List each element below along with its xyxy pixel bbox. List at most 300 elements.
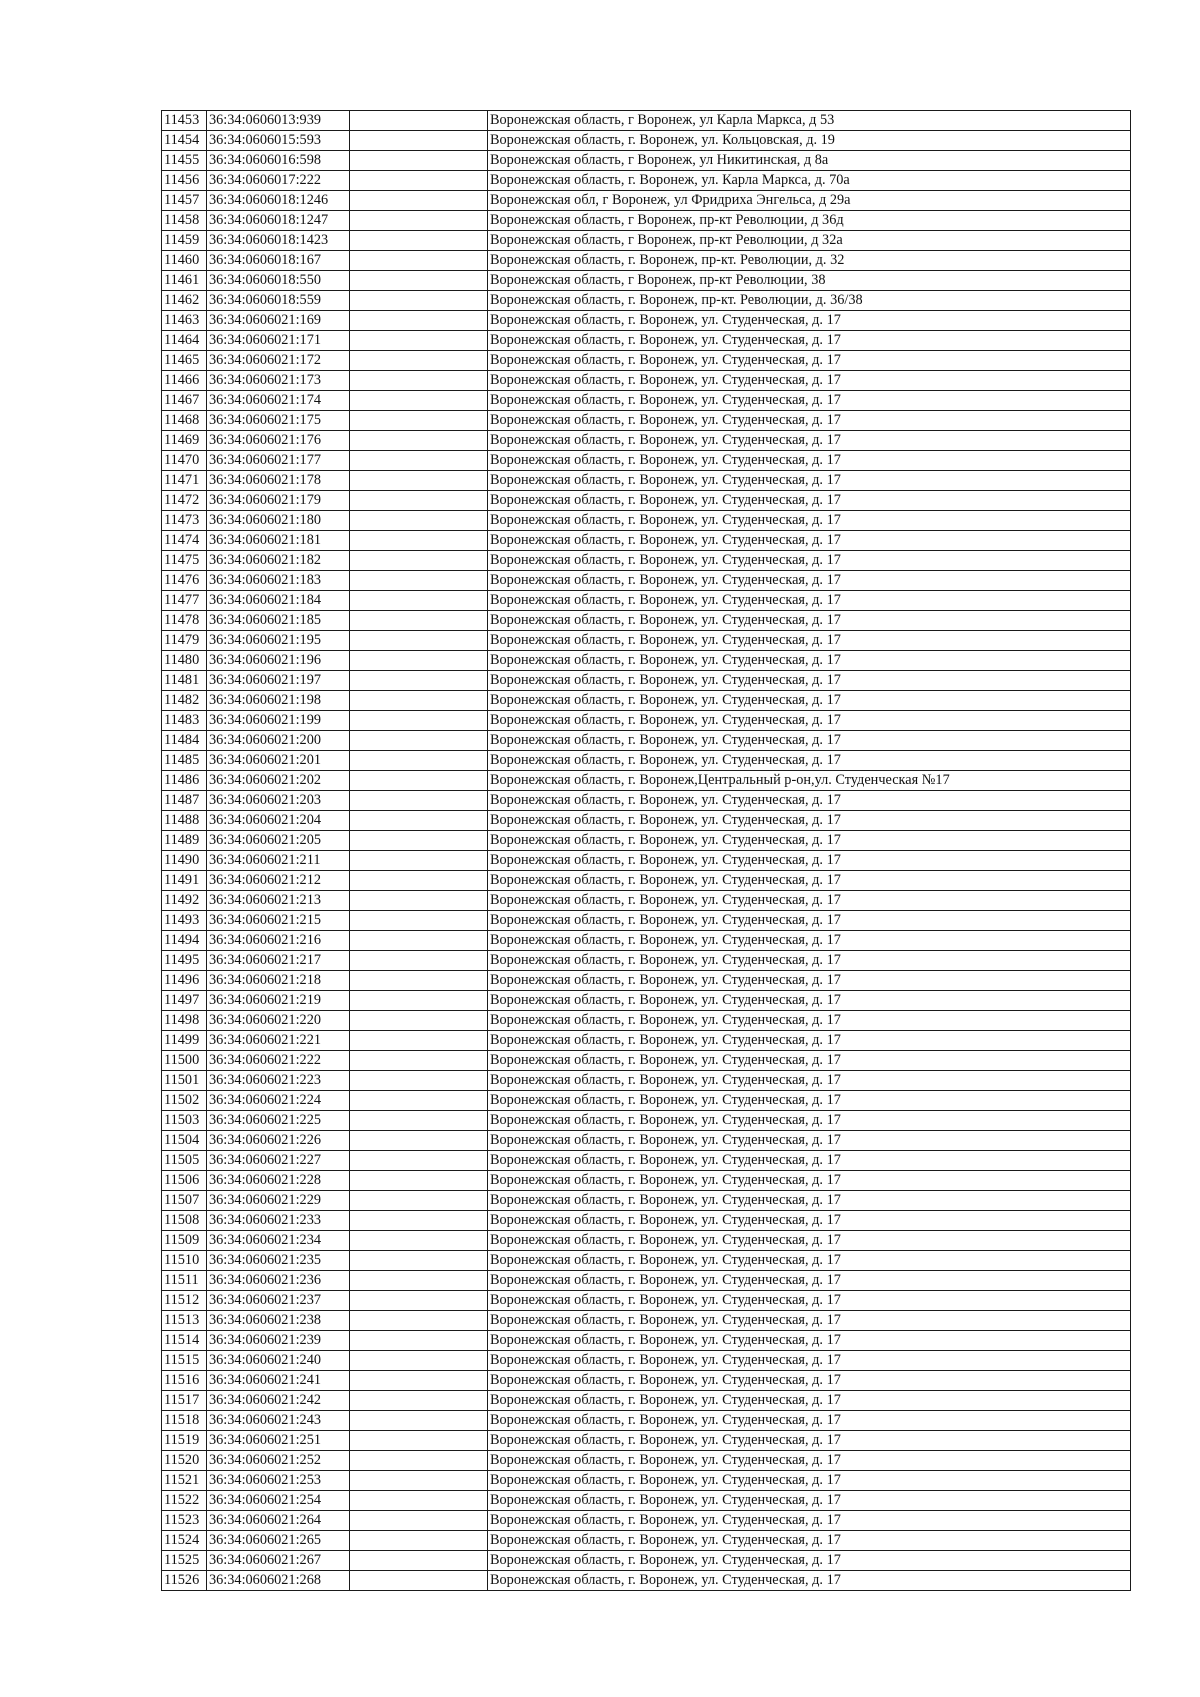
cadastral-number-cell: 36:34:0606021:195 (207, 631, 350, 651)
row-number-cell: 11492 (162, 891, 207, 911)
table-row (162, 1471, 1131, 1491)
address-cell: Воронежская область, г. Воронеж, ул. Студенческая, д. 17 (488, 351, 1131, 371)
address-cell: Воронежская область, г. Воронеж, ул. Студенческая, д. 17 (488, 1511, 1131, 1531)
address-cell: Воронежская область, г. Воронеж, ул. Студенческая, д. 17 (488, 1391, 1131, 1411)
row-number-cell: 11488 (162, 811, 207, 831)
address-cell: Воронежская область, г. Воронеж, ул. Студенческая, д. 17 (488, 491, 1131, 511)
empty-cell (350, 811, 488, 831)
table-row (162, 331, 1131, 351)
table-row (162, 491, 1131, 511)
row-number-cell: 11476 (162, 571, 207, 591)
row-number-cell: 11466 (162, 371, 207, 391)
cadastral-registry-table (161, 110, 1131, 1591)
address-cell: Воронежская область, г. Воронеж, ул. Студенческая, д. 17 (488, 431, 1131, 451)
empty-cell (350, 971, 488, 991)
cadastral-number-cell: 36:34:0606021:239 (207, 1331, 350, 1351)
cadastral-number-cell: 36:34:0606021:235 (207, 1251, 350, 1271)
empty-cell (350, 491, 488, 511)
row-number-cell: 11457 (162, 191, 207, 211)
address-cell: Воронежская область, г. Воронеж, ул. Студенческая, д. 17 (488, 1431, 1131, 1451)
row-number-cell: 11494 (162, 931, 207, 951)
address-cell: Воронежская область, г. Воронеж, ул. Студенческая, д. 17 (488, 631, 1131, 651)
address-cell: Воронежская область, г Воронеж, пр-кт Революции, д 36д (488, 211, 1131, 231)
cadastral-number-cell: 36:34:0606021:228 (207, 1171, 350, 1191)
cadastral-number-cell: 36:34:0606021:222 (207, 1051, 350, 1071)
row-number-cell: 11483 (162, 711, 207, 731)
table-row (162, 271, 1131, 291)
row-number-cell: 11510 (162, 1251, 207, 1271)
row-number-cell: 11456 (162, 171, 207, 191)
address-cell: Воронежская область, г. Воронеж, ул. Студенческая, д. 17 (488, 1131, 1131, 1151)
cadastral-number-cell: 36:34:0606021:212 (207, 871, 350, 891)
cadastral-number-cell: 36:34:0606021:240 (207, 1351, 350, 1371)
table-row (162, 1311, 1131, 1331)
row-number-cell: 11506 (162, 1171, 207, 1191)
address-cell: Воронежская область, г. Воронеж, ул. Студенческая, д. 17 (488, 331, 1131, 351)
address-cell: Воронежская область, г. Воронеж, ул. Студенческая, д. 17 (488, 711, 1131, 731)
empty-cell (350, 751, 488, 771)
table-row (162, 931, 1131, 951)
table-row (162, 151, 1131, 171)
row-number-cell: 11480 (162, 651, 207, 671)
table-row (162, 411, 1131, 431)
cadastral-number-cell: 36:34:0606021:234 (207, 1231, 350, 1251)
cadastral-number-cell: 36:34:0606021:243 (207, 1411, 350, 1431)
table-row (162, 711, 1131, 731)
empty-cell (350, 651, 488, 671)
address-cell: Воронежская область, г. Воронеж, ул. Студенческая, д. 17 (488, 371, 1131, 391)
row-number-cell: 11482 (162, 691, 207, 711)
table-row (162, 1391, 1131, 1411)
row-number-cell: 11454 (162, 131, 207, 151)
empty-cell (350, 831, 488, 851)
address-cell: Воронежская область, г. Воронеж, ул. Студенческая, д. 17 (488, 1231, 1131, 1251)
table-row (162, 651, 1131, 671)
address-cell: Воронежская область, г. Воронеж, ул. Студенческая, д. 17 (488, 831, 1131, 851)
address-cell: Воронежская область, г. Воронеж, ул. Студенческая, д. 17 (488, 1291, 1131, 1311)
cadastral-number-cell: 36:34:0606021:171 (207, 331, 350, 351)
address-cell: Воронежская область, г. Воронеж, ул. Студенческая, д. 17 (488, 1171, 1131, 1191)
address-cell: Воронежская область, г. Воронеж, ул. Студенческая, д. 17 (488, 311, 1131, 331)
empty-cell (350, 791, 488, 811)
row-number-cell: 11461 (162, 271, 207, 291)
address-cell: Воронежская область, г. Воронеж, ул. Студенческая, д. 17 (488, 991, 1131, 1011)
row-number-cell: 11504 (162, 1131, 207, 1151)
address-cell: Воронежская область, г. Воронеж, ул. Студенческая, д. 17 (488, 851, 1131, 871)
cadastral-number-cell: 36:34:0606021:225 (207, 1111, 350, 1131)
empty-cell (350, 1291, 488, 1311)
row-number-cell: 11474 (162, 531, 207, 551)
address-cell: Воронежская область, г. Воронеж, ул. Студенческая, д. 17 (488, 1531, 1131, 1551)
empty-cell (350, 551, 488, 571)
empty-cell (350, 1011, 488, 1031)
cadastral-number-cell: 36:34:0606021:218 (207, 971, 350, 991)
row-number-cell: 11471 (162, 471, 207, 491)
row-number-cell: 11521 (162, 1471, 207, 1491)
address-cell: Воронежская область, г. Воронеж, ул. Студенческая, д. 17 (488, 931, 1131, 951)
table-body (162, 111, 1131, 1591)
address-cell: Воронежская область, г. Воронеж, ул. Студенческая, д. 17 (488, 1371, 1131, 1391)
cadastral-number-cell: 36:34:0606021:185 (207, 611, 350, 631)
table-row (162, 1411, 1131, 1431)
row-number-cell: 11462 (162, 291, 207, 311)
table-row (162, 991, 1131, 1011)
cadastral-number-cell: 36:34:0606021:184 (207, 591, 350, 611)
row-number-cell: 11507 (162, 1191, 207, 1211)
table-row (162, 771, 1131, 791)
table-row (162, 1151, 1131, 1171)
empty-cell (350, 231, 488, 251)
empty-cell (350, 1391, 488, 1411)
empty-cell (350, 571, 488, 591)
address-cell: Воронежская область, г. Воронеж, ул. Студенческая, д. 17 (488, 951, 1131, 971)
table-row (162, 1251, 1131, 1271)
table-row (162, 751, 1131, 771)
empty-cell (350, 1191, 488, 1211)
empty-cell (350, 1271, 488, 1291)
empty-cell (350, 191, 488, 211)
row-number-cell: 11498 (162, 1011, 207, 1031)
cadastral-number-cell: 36:34:0606016:598 (207, 151, 350, 171)
table-row (162, 1191, 1131, 1211)
empty-cell (350, 511, 488, 531)
cadastral-number-cell: 36:34:0606021:253 (207, 1471, 350, 1491)
empty-cell (350, 991, 488, 1011)
address-cell: Воронежская область, г. Воронеж, ул. Студенческая, д. 17 (488, 551, 1131, 571)
empty-cell (350, 1211, 488, 1231)
address-cell: Воронежская область, г. Воронеж, ул. Студенческая, д. 17 (488, 571, 1131, 591)
cadastral-number-cell: 36:34:0606021:268 (207, 1571, 350, 1591)
row-number-cell: 11516 (162, 1371, 207, 1391)
table-row (162, 131, 1131, 151)
empty-cell (350, 311, 488, 331)
row-number-cell: 11509 (162, 1231, 207, 1251)
table-row (162, 311, 1131, 331)
cadastral-number-cell: 36:34:0606021:221 (207, 1031, 350, 1051)
empty-cell (350, 1331, 488, 1351)
address-cell: Воронежская область, г. Воронеж, ул. Студенческая, д. 17 (488, 1031, 1131, 1051)
address-cell: Воронежская область, г. Воронеж, ул. Кольцовская, д. 19 (488, 131, 1131, 151)
empty-cell (350, 371, 488, 391)
empty-cell (350, 271, 488, 291)
cadastral-number-cell: 36:34:0606021:251 (207, 1431, 350, 1451)
empty-cell (350, 1451, 488, 1471)
cadastral-number-cell: 36:34:0606021:227 (207, 1151, 350, 1171)
cadastral-number-cell: 36:34:0606021:215 (207, 911, 350, 931)
empty-cell (350, 411, 488, 431)
address-cell: Воронежская область, г Воронеж, пр-кт Революции, д 32а (488, 231, 1131, 251)
row-number-cell: 11459 (162, 231, 207, 251)
row-number-cell: 11500 (162, 1051, 207, 1071)
cadastral-number-cell: 36:34:0606021:177 (207, 451, 350, 471)
row-number-cell: 11524 (162, 1531, 207, 1551)
cadastral-number-cell: 36:34:0606021:196 (207, 651, 350, 671)
address-cell: Воронежская область, г. Воронеж,Центральный р-он,ул. Студенческая №17 (488, 771, 1131, 791)
table-row (162, 251, 1131, 271)
cadastral-number-cell: 36:34:0606021:201 (207, 751, 350, 771)
cadastral-number-cell: 36:34:0606021:254 (207, 1491, 350, 1511)
table-row (162, 691, 1131, 711)
address-cell: Воронежская область, г. Воронеж, ул. Студенческая, д. 17 (488, 811, 1131, 831)
address-cell: Воронежская область, г. Воронеж, ул. Студенческая, д. 17 (488, 731, 1131, 751)
row-number-cell: 11458 (162, 211, 207, 231)
table-row (162, 231, 1131, 251)
empty-cell (350, 1471, 488, 1491)
empty-cell (350, 111, 488, 131)
row-number-cell: 11473 (162, 511, 207, 531)
empty-cell (350, 771, 488, 791)
address-cell: Воронежская область, г. Воронеж, ул. Студенческая, д. 17 (488, 1491, 1131, 1511)
address-cell: Воронежская область, г. Воронеж, ул. Студенческая, д. 17 (488, 1091, 1131, 1111)
empty-cell (350, 1251, 488, 1271)
address-cell: Воронежская область, г. Воронеж, ул. Студенческая, д. 17 (488, 971, 1131, 991)
address-cell: Воронежская область, г. Воронеж, ул. Студенческая, д. 17 (488, 691, 1131, 711)
cadastral-number-cell: 36:34:0606021:220 (207, 1011, 350, 1031)
empty-cell (350, 531, 488, 551)
empty-cell (350, 351, 488, 371)
table-row (162, 171, 1131, 191)
row-number-cell: 11502 (162, 1091, 207, 1111)
table-row (162, 831, 1131, 851)
row-number-cell: 11513 (162, 1311, 207, 1331)
row-number-cell: 11467 (162, 391, 207, 411)
empty-cell (350, 871, 488, 891)
cadastral-number-cell: 36:34:0606021:237 (207, 1291, 350, 1311)
cadastral-number-cell: 36:34:0606015:593 (207, 131, 350, 151)
row-number-cell: 11508 (162, 1211, 207, 1231)
empty-cell (350, 291, 488, 311)
empty-cell (350, 931, 488, 951)
table-row (162, 511, 1131, 531)
address-cell: Воронежская область, г. Воронеж, ул. Студенческая, д. 17 (488, 1191, 1131, 1211)
address-cell: Воронежская область, г. Воронеж, ул. Студенческая, д. 17 (488, 671, 1131, 691)
table-row (162, 1231, 1131, 1251)
address-cell: Воронежская область, г. Воронеж, ул. Студенческая, д. 17 (488, 1111, 1131, 1131)
table-row (162, 1371, 1131, 1391)
empty-cell (350, 1091, 488, 1111)
cadastral-number-cell: 36:34:0606018:167 (207, 251, 350, 271)
address-cell: Воронежская область, г. Воронеж, ул. Студенческая, д. 17 (488, 1071, 1131, 1091)
address-cell: Воронежская область, г. Воронеж, ул. Студенческая, д. 17 (488, 1351, 1131, 1371)
address-cell: Воронежская область, г. Воронеж, ул. Студенческая, д. 17 (488, 1551, 1131, 1571)
row-number-cell: 11468 (162, 411, 207, 431)
cadastral-number-cell: 36:34:0606021:229 (207, 1191, 350, 1211)
address-cell: Воронежская область, г. Воронеж, пр-кт. Революции, д. 36/38 (488, 291, 1131, 311)
address-cell: Воронежская область, г. Воронеж, ул. Студенческая, д. 17 (488, 651, 1131, 671)
cadastral-number-cell: 36:34:0606021:200 (207, 731, 350, 751)
address-cell: Воронежская область, г. Воронеж, ул. Студенческая, д. 17 (488, 1411, 1131, 1431)
table-row (162, 351, 1131, 371)
cadastral-number-cell: 36:34:0606013:939 (207, 111, 350, 131)
empty-cell (350, 731, 488, 751)
table-row (162, 951, 1131, 971)
row-number-cell: 11517 (162, 1391, 207, 1411)
table-row (162, 1111, 1131, 1131)
table-row (162, 1551, 1131, 1571)
address-cell: Воронежская область, г. Воронеж, ул. Студенческая, д. 17 (488, 1271, 1131, 1291)
table-row (162, 1031, 1131, 1051)
empty-cell (350, 711, 488, 731)
table-row (162, 811, 1131, 831)
empty-cell (350, 1151, 488, 1171)
table-row (162, 911, 1131, 931)
table-row (162, 111, 1131, 131)
cadastral-number-cell: 36:34:0606018:1247 (207, 211, 350, 231)
empty-cell (350, 251, 488, 271)
address-cell: Воронежская область, г. Воронеж, ул. Студенческая, д. 17 (488, 871, 1131, 891)
table-row (162, 1331, 1131, 1351)
cadastral-number-cell: 36:34:0606017:222 (207, 171, 350, 191)
empty-cell (350, 171, 488, 191)
cadastral-number-cell: 36:34:0606021:236 (207, 1271, 350, 1291)
address-cell: Воронежская область, г. Воронеж, ул. Студенческая, д. 17 (488, 1331, 1131, 1351)
table-row (162, 431, 1131, 451)
empty-cell (350, 1371, 488, 1391)
cadastral-number-cell: 36:34:0606021:198 (207, 691, 350, 711)
address-cell: Воронежская область, г Воронеж, ул Карла Маркса, д 53 (488, 111, 1131, 131)
address-cell: Воронежская область, г. Воронеж, ул. Студенческая, д. 17 (488, 1471, 1131, 1491)
empty-cell (350, 1491, 488, 1511)
table-row (162, 731, 1131, 751)
row-number-cell: 11501 (162, 1071, 207, 1091)
address-cell: Воронежская область, г. Воронеж, ул. Студенческая, д. 17 (488, 471, 1131, 491)
empty-cell (350, 691, 488, 711)
table-row (162, 291, 1131, 311)
table-row (162, 591, 1131, 611)
cadastral-number-cell: 36:34:0606021:203 (207, 791, 350, 811)
row-number-cell: 11479 (162, 631, 207, 651)
cadastral-number-cell: 36:34:0606021:226 (207, 1131, 350, 1151)
cadastral-number-cell: 36:34:0606021:205 (207, 831, 350, 851)
address-cell: Воронежская обл, г Воронеж, ул Фридриха Энгельса, д 29а (488, 191, 1131, 211)
cadastral-number-cell: 36:34:0606021:265 (207, 1531, 350, 1551)
cadastral-number-cell: 36:34:0606021:204 (207, 811, 350, 831)
row-number-cell: 11484 (162, 731, 207, 751)
row-number-cell: 11463 (162, 311, 207, 331)
table-row (162, 371, 1131, 391)
table-row (162, 671, 1131, 691)
address-cell: Воронежская область, г. Воронеж, пр-кт. Революции, д. 32 (488, 251, 1131, 271)
address-cell: Воронежская область, г. Воронеж, ул. Студенческая, д. 17 (488, 1251, 1131, 1271)
empty-cell (350, 151, 488, 171)
table-row (162, 391, 1131, 411)
row-number-cell: 11515 (162, 1351, 207, 1371)
cadastral-number-cell: 36:34:0606021:233 (207, 1211, 350, 1231)
cadastral-number-cell: 36:34:0606021:169 (207, 311, 350, 331)
empty-cell (350, 331, 488, 351)
empty-cell (350, 951, 488, 971)
address-cell: Воронежская область, г. Воронеж, ул. Студенческая, д. 17 (488, 1311, 1131, 1331)
empty-cell (350, 1051, 488, 1071)
table-row (162, 1071, 1131, 1091)
row-number-cell: 11497 (162, 991, 207, 1011)
cadastral-number-cell: 36:34:0606018:1423 (207, 231, 350, 251)
row-number-cell: 11472 (162, 491, 207, 511)
row-number-cell: 11464 (162, 331, 207, 351)
cadastral-number-cell: 36:34:0606021:202 (207, 771, 350, 791)
cadastral-number-cell: 36:34:0606021:182 (207, 551, 350, 571)
address-cell: Воронежская область, г. Воронеж, ул. Студенческая, д. 17 (488, 511, 1131, 531)
cadastral-number-cell: 36:34:0606021:211 (207, 851, 350, 871)
empty-cell (350, 1351, 488, 1371)
table-row (162, 1431, 1131, 1451)
cadastral-number-cell: 36:34:0606021:197 (207, 671, 350, 691)
cadastral-number-cell: 36:34:0606018:559 (207, 291, 350, 311)
row-number-cell: 11523 (162, 1511, 207, 1531)
table-row (162, 1291, 1131, 1311)
address-cell: Воронежская область, г. Воронеж, ул. Студенческая, д. 17 (488, 411, 1131, 431)
row-number-cell: 11495 (162, 951, 207, 971)
table-row (162, 1011, 1131, 1031)
cadastral-number-cell: 36:34:0606021:241 (207, 1371, 350, 1391)
cadastral-number-cell: 36:34:0606021:267 (207, 1551, 350, 1571)
table-row (162, 1351, 1131, 1371)
table-row (162, 1571, 1131, 1591)
table-row (162, 571, 1131, 591)
row-number-cell: 11493 (162, 911, 207, 931)
empty-cell (350, 1131, 488, 1151)
table-row (162, 851, 1131, 871)
row-number-cell: 11469 (162, 431, 207, 451)
table-row (162, 1051, 1131, 1071)
cadastral-number-cell: 36:34:0606021:264 (207, 1511, 350, 1531)
row-number-cell: 11525 (162, 1551, 207, 1571)
table-row (162, 1271, 1131, 1291)
table-row (162, 1531, 1131, 1551)
empty-cell (350, 851, 488, 871)
cadastral-number-cell: 36:34:0606021:173 (207, 371, 350, 391)
empty-cell (350, 211, 488, 231)
cadastral-number-cell: 36:34:0606021:199 (207, 711, 350, 731)
address-cell: Воронежская область, г. Воронеж, ул. Студенческая, д. 17 (488, 531, 1131, 551)
address-cell: Воронежская область, г Воронеж, пр-кт Революции, 38 (488, 271, 1131, 291)
table-row (162, 791, 1131, 811)
row-number-cell: 11518 (162, 1411, 207, 1431)
row-number-cell: 11522 (162, 1491, 207, 1511)
table-row (162, 631, 1131, 651)
address-cell: Воронежская область, г. Воронеж, ул. Студенческая, д. 17 (488, 1451, 1131, 1471)
table-row (162, 971, 1131, 991)
address-cell: Воронежская область, г. Воронеж, ул. Студенческая, д. 17 (488, 1051, 1131, 1071)
empty-cell (350, 631, 488, 651)
table-row (162, 1091, 1131, 1111)
row-number-cell: 11470 (162, 451, 207, 471)
address-cell: Воронежская область, г. Воронеж, ул. Студенческая, д. 17 (488, 911, 1131, 931)
cadastral-number-cell: 36:34:0606021:216 (207, 931, 350, 951)
address-cell: Воронежская область, г. Воронеж, ул. Студенческая, д. 17 (488, 791, 1131, 811)
row-number-cell: 11460 (162, 251, 207, 271)
cadastral-number-cell: 36:34:0606021:179 (207, 491, 350, 511)
cadastral-number-cell: 36:34:0606021:219 (207, 991, 350, 1011)
address-cell: Воронежская область, г. Воронеж, ул. Студенческая, д. 17 (488, 751, 1131, 771)
address-cell: Воронежская область, г. Воронеж, ул. Студенческая, д. 17 (488, 391, 1131, 411)
address-cell: Воронежская область, г. Воронеж, ул. Студенческая, д. 17 (488, 1011, 1131, 1031)
table-row (162, 191, 1131, 211)
row-number-cell: 11485 (162, 751, 207, 771)
row-number-cell: 11477 (162, 591, 207, 611)
row-number-cell: 11478 (162, 611, 207, 631)
address-cell: Воронежская область, г. Воронеж, ул. Студенческая, д. 17 (488, 611, 1131, 631)
cadastral-number-cell: 36:34:0606021:238 (207, 1311, 350, 1331)
cadastral-number-cell: 36:34:0606018:1246 (207, 191, 350, 211)
row-number-cell: 11519 (162, 1431, 207, 1451)
empty-cell (350, 391, 488, 411)
empty-cell (350, 1311, 488, 1331)
address-cell: Воронежская область, г. Воронеж, ул. Карла Маркса, д. 70а (488, 171, 1131, 191)
row-number-cell: 11496 (162, 971, 207, 991)
row-number-cell: 11490 (162, 851, 207, 871)
cadastral-number-cell: 36:34:0606021:172 (207, 351, 350, 371)
